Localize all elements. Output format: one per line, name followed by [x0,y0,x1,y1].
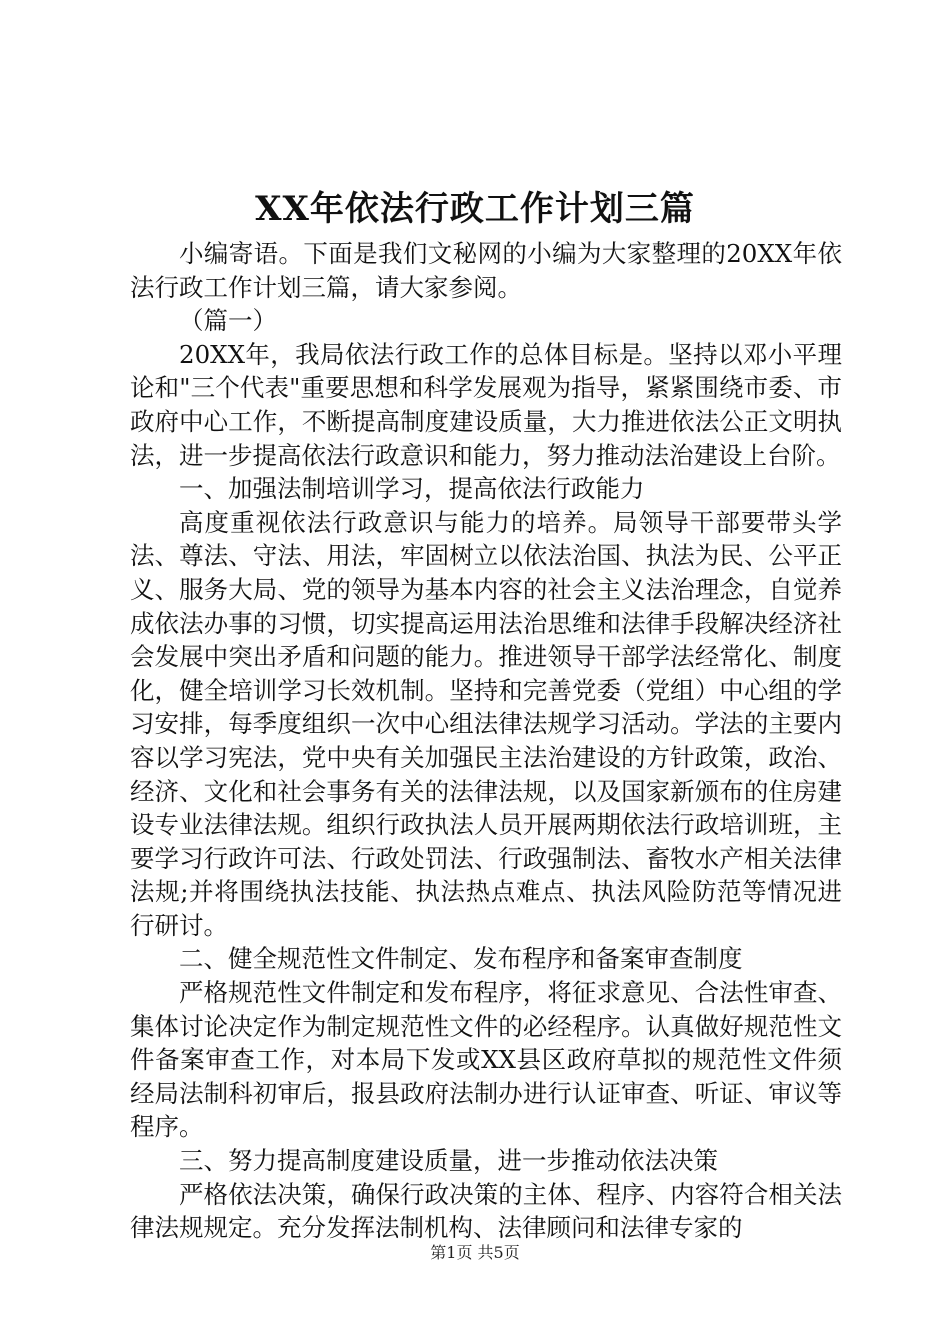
section-heading-3: 三、努力提高制度建设质量，进一步推动依法决策 [179,1146,718,1176]
section-heading-2: 二、健全规范性文件制定、发布程序和备案审查制度 [179,944,743,974]
paragraph-intro: 小编寄语。下面是我们文秘网的小编为大家整理的20XX年依法行政工作计划三篇，请大家参阅。 [130,239,842,302]
paragraph-overall-goal: 20XX年，我局依法行政工作的总体目标是。坚持以邓小平理论和"三个代表"重要思想和科学发展观为指导，紧紧围绕市委、市政府中心工作，不断提高制度建设质量，大力推进依法公正文明执法，进一步提高依法行政意识和能力，努力推动法治建设上台阶。 [130,339,842,470]
paragraph-section-2: 严格规范性文件制定和发布程序，将征求意见、合法性审查、集体讨论决定作为制定规范性文件的必经程序。认真做好规范性文件备案审查工作，对本局下发或XX县区政府草拟的规范性文件须经局法制科初审后，报县政府法制办进行认证审查、听证、审议等程序。 [130,978,842,1142]
paragraph-section-3: 严格依法决策，确保行政决策的主体、程序、内容符合相关法律法规规定。充分发挥法制机构、法律顾问和法律专家的 [130,1179,842,1243]
paragraph-part-label: （篇一） [179,306,277,336]
document-body [130,237,842,1245]
paragraph-section-1: 高度重视依法行政意识与能力的培养。局领导干部要带头学法、尊法、守法、用法，牢固树立以依法治国、执法为民、公平正义、服务大局、党的领导为基本内容的社会主义法治理念，自觉养成依法办事的习惯，切实提高运用法治思维和法律手段解决经济社会发展中突出矛盾和问题的能力。推进领导干部学法经常化、制度化，健全培训学习长效机制。坚持和完善党委（党组）中心组的学习安排，每季度组织一次中心组法律法规学习活动。学法的主要内容以学习宪法，党中央有关加强民主法治建设的方针政策，政治、经济、文化和社会事务有关的法律法规，以及国家新颁布的住房建设专业法律法规。组织行政执法人员开展两期依法行政培训班，主要学习行政许可法、行政处罚法、行政强制法、畜牧水产相关法律法规;并将围绕执法技能、执法热点难点、执法风险防范等情况进行研讨。 [130,507,842,940]
section-heading-1: 一、加强法制培训学习，提高依法行政能力 [179,474,645,504]
document-title: XX年依法行政工作计划三篇 [255,189,695,229]
page-number-footer: 第1页 共5页 [430,1243,520,1262]
